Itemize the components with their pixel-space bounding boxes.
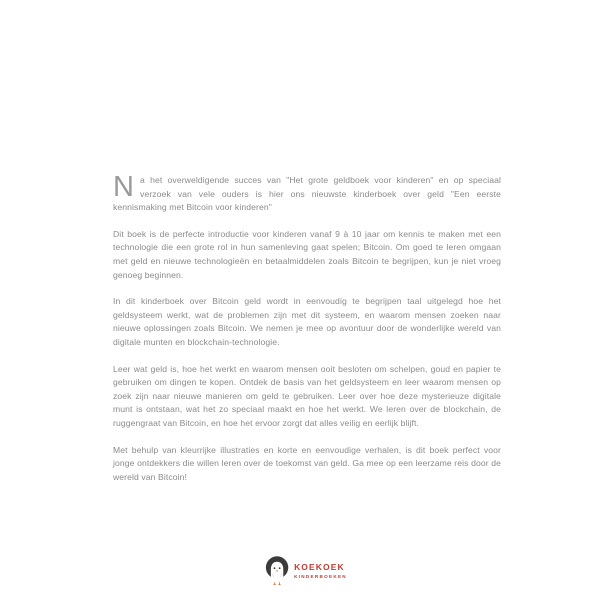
paragraph-text: a het overweldigende succes van "Het grote geldboek voor kinderen" en op speciaal verzoek van vele ouders is hier ons nieuwste kinderboek over geld "Een eerste kennismaking met Bitcoin voor kinderen" (113, 175, 501, 213)
paragraph (113, 363, 501, 431)
paragraph-intro (113, 171, 501, 215)
paragraph (113, 228, 501, 282)
paragraph-text: Met behulp van kleurrijke illustraties en korte en eenvoudige verhalen, is dit boek perfect voor jonge ontdekkers die willen leren over de toekomst van geld. Ga mee op een leerzame reis door de wereld van Bitcoin! (113, 444, 501, 482)
paragraph-text: Leer wat geld is, hoe het werkt en waarom mensen ooit besloten om schelpen, goud en papier te gebruiken om dingen te kopen. Ontdek de basis van het geldsysteem en leer waarom mensen op zoek zijn naar nieuwe manieren om geld te gebruiken. Leer over hoe deze mysterieuze digitale munt is ontstaan, wat het zo speciaal maakt en hoe het werkt. We leren over de blockchain, de ruggengraat van Bitcoin, en hoe het ervoor zorgt dat alles veilig en eerlijk blijft. (113, 363, 501, 428)
body-text (113, 171, 501, 497)
paragraph (113, 444, 501, 485)
cuckoo-bird-icon (265, 555, 289, 586)
paragraph (113, 295, 501, 349)
paragraph-text: In dit kinderboek over Bitcoin geld wordt in eenvoudig te begrijpen taal uitgelegd hoe het geldsysteem werkt, wat de problemen zijn met dit systeem, en waarom mensen zoeken naar nieuwe oplossingen zoals Bitcoin. We nemen je mee op avontuur door de wonderlijke wereld van digitale munten en blockchain-technologie. (113, 296, 501, 347)
publisher-logo (265, 555, 347, 586)
publisher-wordmark (294, 562, 347, 580)
publisher-tagline: KINDERBOEKEN (294, 573, 347, 579)
publisher-name: KOEKOEK (294, 561, 345, 572)
paragraph-text: Dit boek is de perfecte introductie voor kinderen vanaf 9 à 10 jaar om kennis te maken met een technologie die een grote rol in hun samenleving gaat spelen; Bitcoin. Om goed te leren omgaan met geld en nieuwe technologieën en betaalmiddelen zoals Bitcoin te begrijpen, kun je niet vroeg genoeg beginnen. (113, 228, 501, 280)
drop-cap: N (113, 171, 135, 203)
